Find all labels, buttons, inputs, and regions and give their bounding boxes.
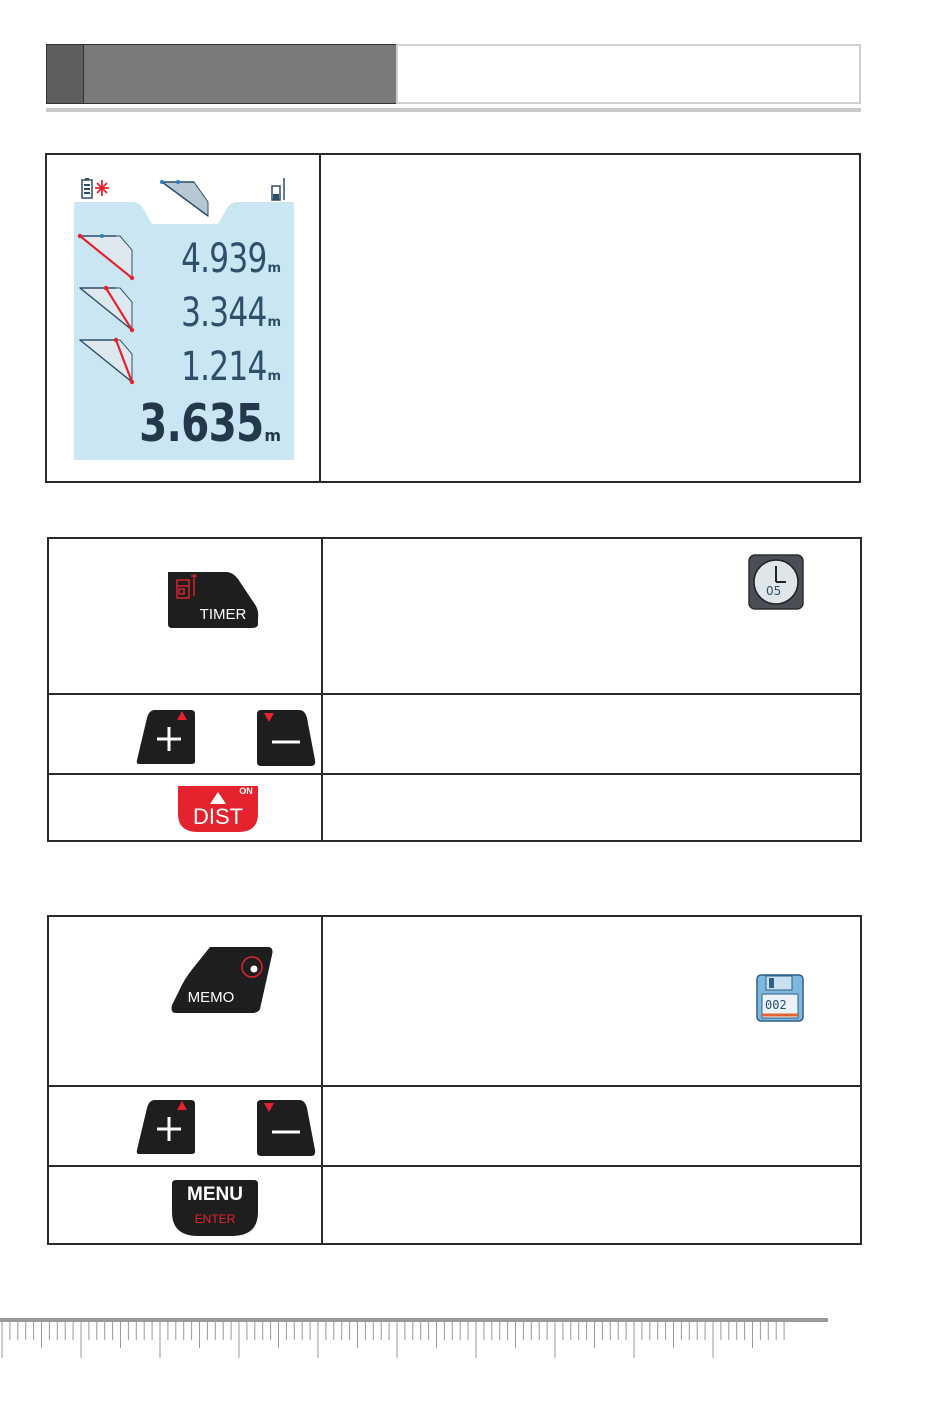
section-number-block (46, 44, 84, 104)
minus-key-shape (255, 1098, 317, 1158)
row-divider (49, 1165, 860, 1167)
menu-enter-key[interactable] (170, 1178, 260, 1238)
dist-key[interactable] (176, 784, 260, 834)
trapezoid-side-b-icon (80, 286, 134, 332)
minus-key[interactable] (255, 1098, 317, 1158)
row-divider (49, 1085, 860, 1087)
lcd-result-value: 3.635m (138, 394, 280, 454)
section-title-block (84, 44, 397, 104)
plus-key-shape (135, 708, 197, 766)
lcd-row-1-value: 4.939m (181, 236, 280, 282)
trapezoid-side-c-icon (80, 338, 134, 384)
timer-display-value: 05 (766, 584, 782, 598)
minus-key[interactable] (255, 708, 317, 768)
column-divider (321, 539, 323, 840)
dist-key-label: DIST (192, 804, 244, 829)
row-divider (49, 693, 860, 695)
timer-key[interactable] (164, 570, 260, 630)
memo-key-label: MEMO (187, 989, 235, 1006)
header-rule (46, 108, 861, 112)
menu-key-label: MENU (187, 1184, 243, 1205)
plus-key[interactable] (135, 708, 197, 766)
timer-display-icon (748, 554, 804, 610)
minus-key-shape (255, 708, 317, 768)
plus-key[interactable] (135, 1098, 197, 1156)
trapezoid-side-a-icon (78, 234, 134, 280)
enter-key-label: ENTER (194, 1212, 236, 1226)
lcd-row-3-value: 1.214m (181, 344, 280, 390)
lcd-row-icons (74, 226, 144, 396)
memory-display-value: 002 (765, 998, 787, 1012)
lcd-row-2-value: 3.344m (181, 290, 280, 336)
column-divider (319, 155, 321, 481)
timer-key-label: TIMER (199, 606, 247, 623)
row-divider (49, 773, 860, 775)
plus-key-shape (135, 1098, 197, 1156)
header-title-box (396, 44, 861, 104)
memo-key[interactable] (170, 945, 274, 1015)
column-divider (321, 917, 323, 1243)
lcd-top-bar (74, 172, 294, 232)
footer-ruler (0, 1322, 828, 1362)
dist-key-sublabel: ON (239, 786, 253, 796)
lcd-screen (74, 172, 294, 460)
memory-display-icon (756, 974, 804, 1022)
